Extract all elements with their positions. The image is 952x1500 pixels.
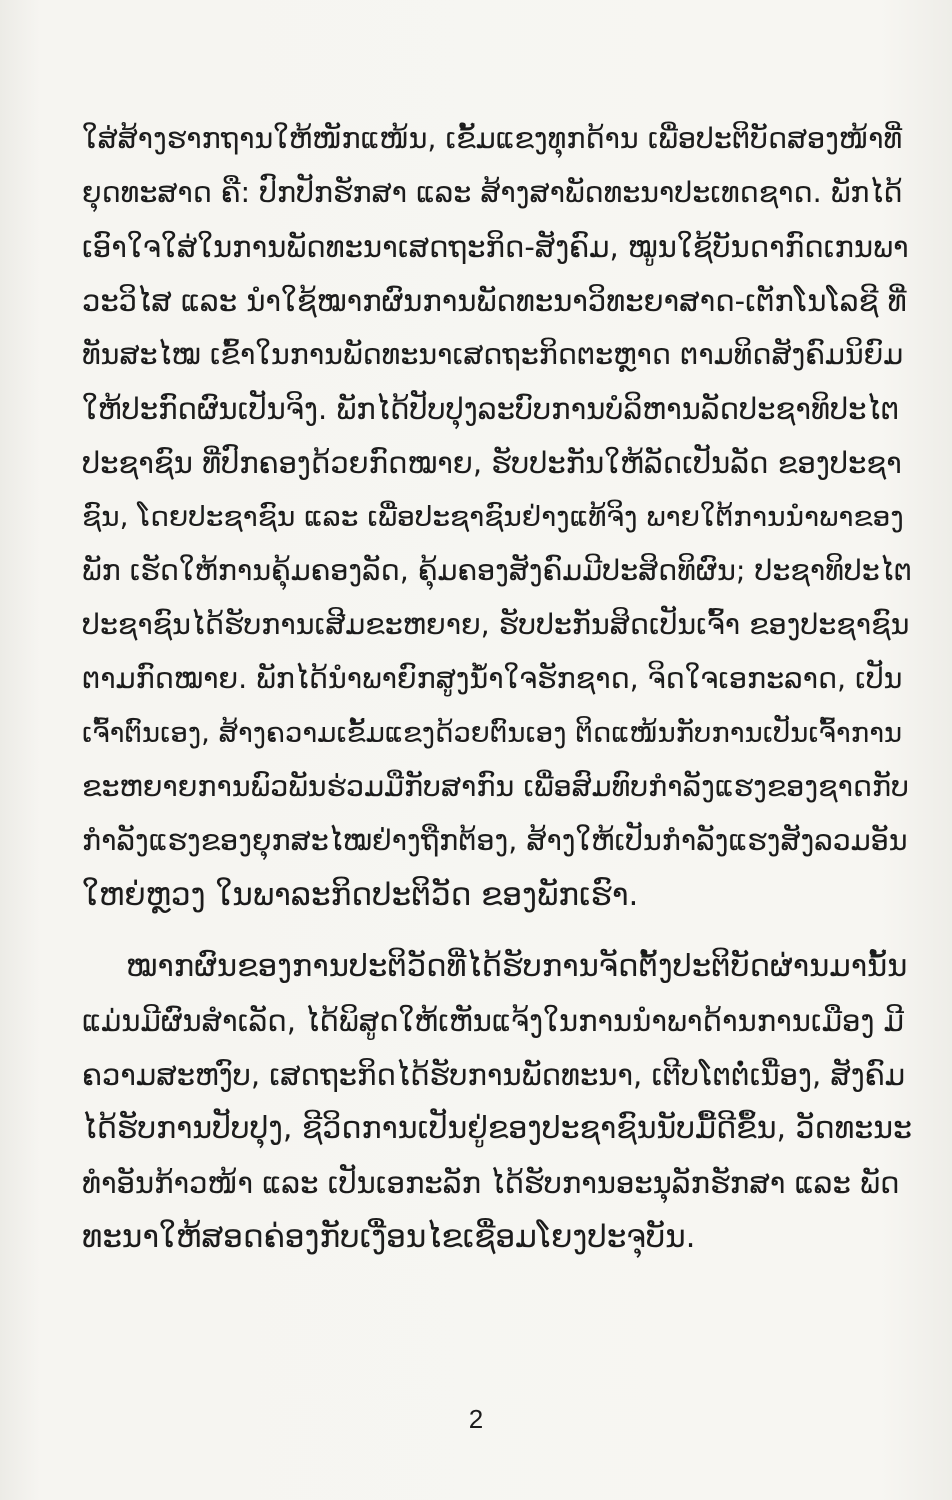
text-line: ໄດ້ຮັບການປັບປຸງ, ຊີວິດການເປັນຢູ່ຂອງປະຊາຊົນນັບມື້ດີຂຶ້ນ, ວັດທະນະ <box>82 1111 912 1146</box>
text-line: ຕາມກົດໝາຍ. ພັກໄດ້ນຳພາຍົກສູງນໍ້າໃຈຮັກຊາດ, ຈິດໃຈເອກະລາດ, ເປັນ <box>82 662 903 695</box>
text-line: ກຳລັງແຮງຂອງຍຸກສະໄໝຢ່າງຖືກຕ້ອງ, ສ້າງໃຫ້ເປັນກຳລັງແຮງສັງລວມອັນ <box>82 824 908 857</box>
text-line: ຍຸດທະສາດ ຄື: ປົກປັກຮັກສາ ແລະ ສ້າງສາພັດທະນາປະເທດຊາດ. ພັກໄດ້ <box>82 176 903 209</box>
paragraph-1 <box>82 112 912 922</box>
text-line: ປະຊາຊົນໄດ້ຮັບການເສີມຂະຫຍາຍ, ຮັບປະກັນສິດເປັນເຈົ້າ ຂອງປະຊາຊົນ <box>82 608 910 641</box>
text-line: ໃສ່ສ້າງຮາກຖານໃຫ້ໜັກແໜ້ນ, ເຂັ້ມແຂງທຸກດ້ານ ເພື່ອປະຕິບັດສອງໜ້າທີ່ <box>82 122 903 155</box>
text-line: ເຈົ້າຕົນເອງ, ສ້າງຄວາມເຂັ້ມແຂງດ້ວຍຕົນເອງ ຕິດແໜ້ນກັບການເປັນເຈົ້າການ <box>82 717 903 749</box>
paragraph-2 <box>82 940 912 1264</box>
text-line: ໃຫຍ່ຫຼວງ ໃນພາລະກິດປະຕິວັດ ຂອງພັກເຮົາ. <box>82 877 639 913</box>
text-line: ປະຊາຊົນ ທີ່ປົກຄອງດ້ວຍກົດໝາຍ, ຮັບປະກັນໃຫ້ລັດເປັນລັດ ຂອງປະຊາ <box>82 446 902 480</box>
text-line: ເອົາໃຈໃສ່ໃນການພັດທະນາເສດຖະກິດ-ສັງຄົມ, ໝູນໃຊ້ບັນດາກົດເກນພາ <box>82 230 909 264</box>
text-line: ໃຫ້ປະກົດຜົນເປັນຈິງ. ພັກໄດ້ປັບປຸງລະບົບການບໍລິຫານລັດປະຊາທິປະໄຕ <box>82 392 900 426</box>
page-number: 2 <box>468 1404 484 1434</box>
text-line: ຂະຫຍາຍການພົວພັນຮ່ວມມືກັບສາກົນ ເພື່ອສົມທົບກຳລັງແຮງຂອງຊາດກັບ <box>82 770 909 803</box>
paragraph-gap <box>82 922 912 940</box>
text-line: ຄວາມສະຫງົບ, ເສດຖະກິດໄດ້ຮັບການພັດທະນາ, ເຕີບໂຕຕໍ່ເນື່ອງ, ສັງຄົມ <box>82 1058 906 1092</box>
text-line: ແມ່ນມີຜົນສຳເລັດ, ໄດ້ພິສູດໃຫ້ເຫັນແຈ້ງໃນການນຳພາດ້ານການເມືອງ ມີ <box>82 1004 905 1038</box>
text-line: ພັກ ເຮັດໃຫ້ການຄຸ້ມຄອງລັດ, ຄຸ້ມຄອງສັງຄົມມີປະສິດທິຜົນ; ປະຊາທິປະໄຕ <box>82 554 913 587</box>
body-text <box>82 112 912 1264</box>
text-line: ທະນາໃຫ້ສອດຄ່ອງກັບເງື່ອນໄຂເຊື່ອມໂຍງປະຈຸບັນ. <box>82 1219 696 1255</box>
text-line: ຊົນ, ໂດຍປະຊາຊົນ ແລະ ເພື່ອປະຊາຊົນຢ່າງແທ້ຈິງ ພາຍໃຕ້ການນຳພາຂອງ <box>82 500 904 533</box>
text-line: ໝາກຜົນຂອງການປະຕິວັດທີ່ໄດ້ຮັບການຈັດຕັ້ງປະຕິບັດຜ່ານມານັ້ນ <box>126 949 908 984</box>
text-line: ທຳອັນກ້າວໜ້າ ແລະ ເປັນເອກະລັກ ໄດ້ຮັບການອະນຸລັກຮັກສາ ແລະ ພັດ <box>82 1166 900 1200</box>
text-line: ວະວິໄສ ແລະ ນຳໃຊ້ໝາກຜົນການພັດທະນາວິທະຍາສາດ-ເຕັກໂນໂລຊີ ທີ່ <box>82 284 907 318</box>
text-line: ທັນສະໄໝ ເຂົ້າໃນການພັດທະນາເສດຖະກິດຕະຫຼາດ ຕາມທິດສັງຄົມນິຍົມ <box>82 338 904 371</box>
